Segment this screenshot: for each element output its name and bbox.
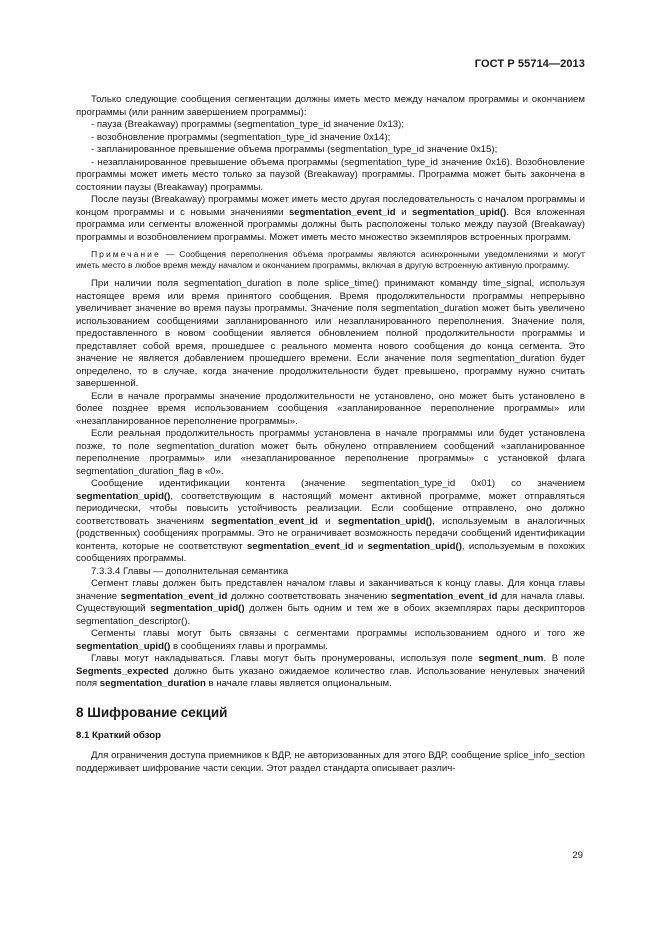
subsection-heading-7334: 7.3.3.4 Главы — дополнительная семантика <box>91 565 289 577</box>
note-label: Примечание <box>91 249 161 259</box>
list-item: - незапланированное превышение объема программы (segmentation_type_id значение 0x16). Возобновление программы может иметь место только за паузой (Breakaway) программы. Программа может быть закончена в состоянии паузы (Breakaway) программы. <box>76 156 585 193</box>
standard-header: ГОСТ Р 55714—2013 <box>474 58 585 70</box>
intro-paragraph: Только следующие сообщения сегментации должны иметь место между началом программы и окончанием программы (или ранним завершением программы): <box>76 94 585 118</box>
page-number: 29 <box>572 850 583 861</box>
chapter-overlap-paragraph: Главы могут накладываться. Главы могут быть пронумерованы, используя поле segment_num. В поле Segments_expected должно быть указано ожидаемое количество глав. Использование ненулевых значений поля segmentation_duration в начале главы является опциональным. <box>76 653 585 689</box>
section-heading-8-1: 8.1 Краткий обзор <box>76 729 161 741</box>
list-item: - возобновление программы (segmentation_type_id значение 0x14); <box>91 131 391 143</box>
note: Примечание — Сообщения переполнения объема программы являются асинхронными уведомлениями и могут иметь место в любое время между началом и окончанием программы, включая в другую встроенную активную программу. <box>76 249 585 270</box>
content-identification-paragraph: Сообщение идентификации контента (значение segmentation_type_id 0x01) со значением segmentation_upid(), соответствующим в настоящий момент активной программе, может отправляться периодически, чтобы повысить устойчивость реализации. Если сообщение отправлено, оно должно соответствовать значениям segmentation_event_id и segmentation_upid(), используемым в аналогичных (родственных) сообщениях программы. Это не ограничивает возможность передачи сообщений идентификации контента, которые не соответствуют segmentation_event_id и segmentation_upid(), используемым в похожих сообщениях программы. <box>76 478 586 564</box>
chapter-paragraph: Сегмент главы должен быть представлен началом главы и заканчиваться к концу главы. Для конца главы значение segmentation_event_id должно соответствовать значению segmentation_event_id для начала главы. Существующий segmentation_upid() должен быть одним и тем же в обоих экземплярах пары дескрипторов segmentation_descriptor(). <box>76 578 585 627</box>
list-item: - пауза (Breakaway) программы (segmentation_type_id значение 0x13); <box>91 119 404 130</box>
duration-paragraph: При наличии поля segmentation_duration в поле splice_time() принимают команду time_signal, используя настоящее время или время принятого сообщения. Время продолжительности программы непрерывно увеличивает значение во время паузы программы. Значение поля segmentation_duration может быть увеличено использованием сообщениями запланированного или незапланированного переполнения. Значение поля, предоставленного в новом сообщении является обновлением полной продолжительности программы и представляет собой время, прошедшее с реального момента нового сообщения до конца сегмента. Это значение не является добавлением прошедшего времени. Если значение поля segmentation_duration будет определено, то в случае, когда значение продолжительности будет превышено, программу нужно считать завершенной. <box>76 278 585 389</box>
pause-paragraph: После паузы (Breakaway) программы может иметь место другая последовательность с началом программы и концом программы и с новыми значениями segmentation_event_id и segmentation_upid(). Вся вложенная программа или сегменты вложенной программы должны быть расположены только между паузой (Breakaway) программы и возобновлением программы. Может иметь место множество экземпляров встроенных программ. <box>76 194 585 243</box>
section-heading-8: 8 Шифрование секций <box>76 704 228 720</box>
page-content <box>76 94 585 775</box>
duration-not-set-paragraph: Если в начале программы значение продолжительности не установлено, оно может быть установлено в более позднее время использованием сообщения «запланированное переполнение программы» или «незапланированное переполнение программы». <box>76 390 585 427</box>
list-item: - запланированное превышение объема программы (segmentation_type_id значение 0x15); <box>91 144 498 155</box>
chapter-link-paragraph: Сегменты главы могут быть связаны с сегментами программы использованием одного и того же segmentation_upid() в сообщениях главы и программы. <box>76 628 585 652</box>
real-duration-paragraph: Если реальная продолжительность программы установлена в начале программы или будет установлена позже, то поле segmentation_duration может быть обнулено отправлением сообщений «запланированное переполнение программы» или «незапланированное переполнение программы» с установкой флага segmentation_duration_flag в «0». <box>76 428 585 477</box>
section-8-1-paragraph: Для ограничения доступа приемников к ВДР, не авторизованных для этого ВДР, сообщение splice_info_section поддерживает шифрование части секции. Этот раздел стандарта описывает различ- <box>76 750 585 774</box>
